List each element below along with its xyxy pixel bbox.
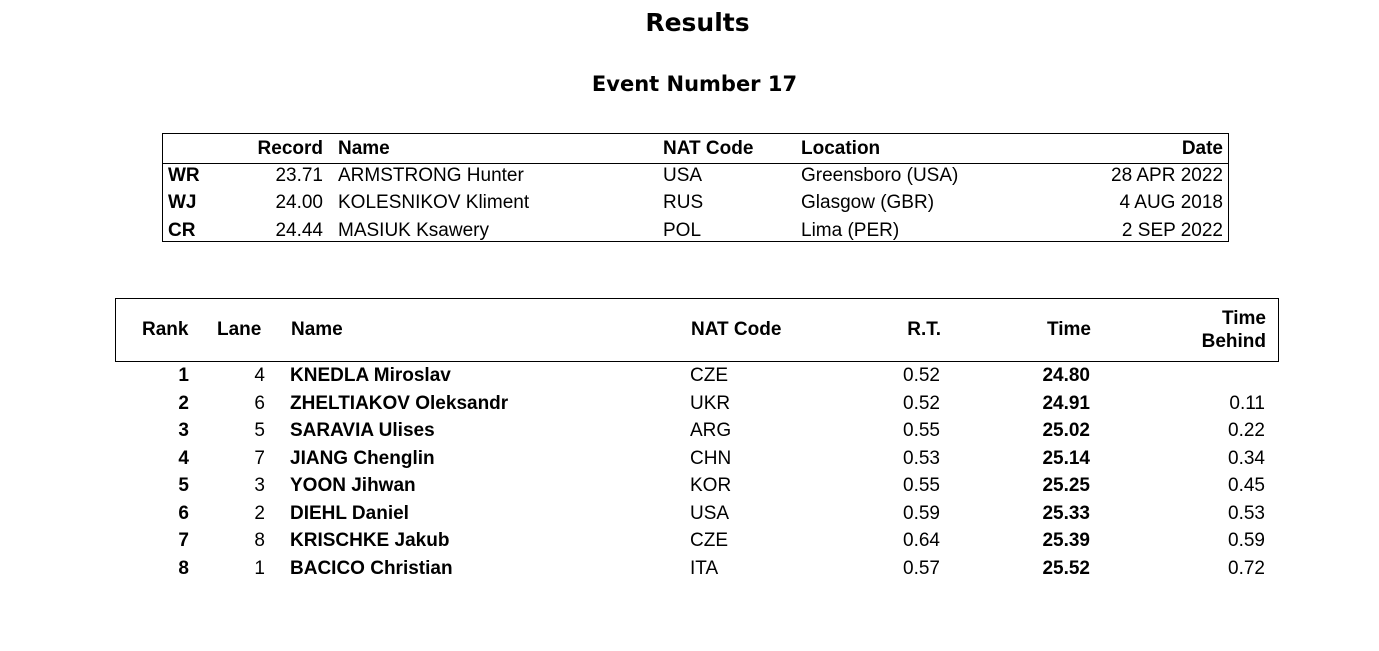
result-row xyxy=(115,500,1279,528)
results-header xyxy=(115,298,1279,362)
record-holder-name: MASIUK Ksawery xyxy=(338,219,489,241)
result-lane: 5 xyxy=(254,420,265,441)
result-row xyxy=(115,527,1279,555)
result-row xyxy=(115,417,1279,445)
event-subtitle: Event Number 17 xyxy=(591,72,798,96)
result-time: 25.39 xyxy=(1042,530,1090,551)
result-rank: 7 xyxy=(178,530,189,551)
result-reaction-time: 0.52 xyxy=(903,392,940,414)
record-row xyxy=(163,162,1228,189)
result-reaction-time: 0.57 xyxy=(903,557,940,579)
records-header-row xyxy=(163,135,1228,162)
result-time: 25.25 xyxy=(1042,475,1090,496)
result-name: ZHELTIAKOV Oleksandr xyxy=(290,392,509,414)
result-lane: 4 xyxy=(254,365,265,386)
records-header-location: Location xyxy=(801,138,881,159)
record-row xyxy=(163,189,1228,216)
result-time-behind: 0.72 xyxy=(1228,557,1265,579)
results-header-time-behind xyxy=(1202,307,1266,353)
result-lane: 3 xyxy=(254,475,265,496)
result-time: 24.91 xyxy=(1042,392,1090,414)
result-time-behind: 0.34 xyxy=(1228,447,1265,469)
result-nat: ARG xyxy=(690,420,732,441)
records-table xyxy=(162,133,1229,242)
record-code: CR xyxy=(168,219,196,241)
result-reaction-time: 0.64 xyxy=(903,530,940,551)
result-nat: CZE xyxy=(690,530,728,551)
result-lane: 7 xyxy=(254,447,265,469)
result-reaction-time: 0.55 xyxy=(903,420,940,441)
record-location: Glasgow (GBR) xyxy=(801,192,935,213)
result-time-behind: 0.11 xyxy=(1229,392,1265,414)
results-header-nat: NAT Code xyxy=(691,319,782,340)
result-rank: 3 xyxy=(178,420,189,441)
result-name: KRISCHKE Jakub xyxy=(290,530,450,551)
records-header-date: Date xyxy=(1181,138,1223,159)
result-lane: 2 xyxy=(254,502,265,524)
result-time: 25.14 xyxy=(1042,447,1090,469)
result-rank: 2 xyxy=(178,392,189,414)
records-header-record: Record xyxy=(257,138,323,159)
result-nat: USA xyxy=(690,502,730,524)
results-header-rank: Rank xyxy=(142,319,189,340)
record-holder-name: KOLESNIKOV Kliment xyxy=(338,192,530,213)
record-date: 28 APR 2022 xyxy=(1111,165,1223,186)
result-time-behind: 0.22 xyxy=(1228,420,1265,441)
record-nat: USA xyxy=(663,165,703,186)
result-lane: 6 xyxy=(254,392,265,414)
result-row xyxy=(115,390,1279,418)
result-row xyxy=(115,362,1279,390)
result-reaction-time: 0.59 xyxy=(903,502,940,524)
record-date: 4 AUG 2018 xyxy=(1119,192,1223,213)
result-nat: CZE xyxy=(690,365,728,386)
result-row xyxy=(115,472,1279,500)
page-title: Results xyxy=(645,8,750,37)
result-lane: 1 xyxy=(254,557,265,579)
record-location: Lima (PER) xyxy=(801,219,900,241)
result-time: 25.02 xyxy=(1042,420,1090,441)
records-header-nat: NAT Code xyxy=(663,138,754,159)
record-nat: POL xyxy=(663,219,702,241)
result-name: YOON Jihwan xyxy=(290,475,416,496)
record-row xyxy=(163,217,1228,244)
result-nat: KOR xyxy=(690,475,732,496)
result-nat: CHN xyxy=(690,447,732,469)
result-time-behind: 0.45 xyxy=(1228,475,1265,496)
result-time: 25.52 xyxy=(1042,557,1090,579)
result-rank: 1 xyxy=(178,365,189,386)
result-time-behind: 0.59 xyxy=(1228,530,1265,551)
result-reaction-time: 0.53 xyxy=(903,447,940,469)
record-date: 2 SEP 2022 xyxy=(1121,219,1223,241)
result-reaction-time: 0.55 xyxy=(903,475,940,496)
result-time: 24.80 xyxy=(1042,365,1090,386)
results-table xyxy=(115,362,1279,582)
record-time: 24.44 xyxy=(275,219,323,241)
records-header-name: Name xyxy=(338,138,390,159)
result-name: DIEHL Daniel xyxy=(290,502,409,524)
record-code: WR xyxy=(168,165,200,186)
record-time: 23.71 xyxy=(275,165,323,186)
results-header-lane: Lane xyxy=(217,319,262,340)
result-rank: 6 xyxy=(178,502,189,524)
record-location: Greensboro (USA) xyxy=(801,165,959,186)
result-nat: UKR xyxy=(690,392,731,414)
record-time: 24.00 xyxy=(275,192,323,213)
result-name: JIANG Chenglin xyxy=(290,447,435,469)
record-holder-name: ARMSTRONG Hunter xyxy=(338,165,524,186)
result-rank: 4 xyxy=(178,447,189,469)
result-rank: 8 xyxy=(178,557,189,579)
result-time: 25.33 xyxy=(1042,502,1090,524)
result-nat: ITA xyxy=(690,557,719,579)
results-header-time: Time xyxy=(1046,319,1091,340)
result-name: BACICO Christian xyxy=(290,557,453,579)
results-header-behind-line1: Time xyxy=(1221,308,1266,329)
result-row xyxy=(115,445,1279,473)
result-rank: 5 xyxy=(178,475,189,496)
results-header-name: Name xyxy=(291,319,343,340)
result-lane: 8 xyxy=(254,530,265,551)
result-time-behind: 0.53 xyxy=(1228,502,1265,524)
result-reaction-time: 0.52 xyxy=(903,365,940,386)
result-name: KNEDLA Miroslav xyxy=(290,365,451,386)
record-nat: RUS xyxy=(663,192,704,213)
results-header-rt: R.T. xyxy=(907,319,941,340)
result-name: SARAVIA Ulises xyxy=(290,420,435,441)
record-code: WJ xyxy=(168,192,197,213)
result-row xyxy=(115,555,1279,583)
results-header-behind-line2: Behind xyxy=(1201,331,1266,352)
